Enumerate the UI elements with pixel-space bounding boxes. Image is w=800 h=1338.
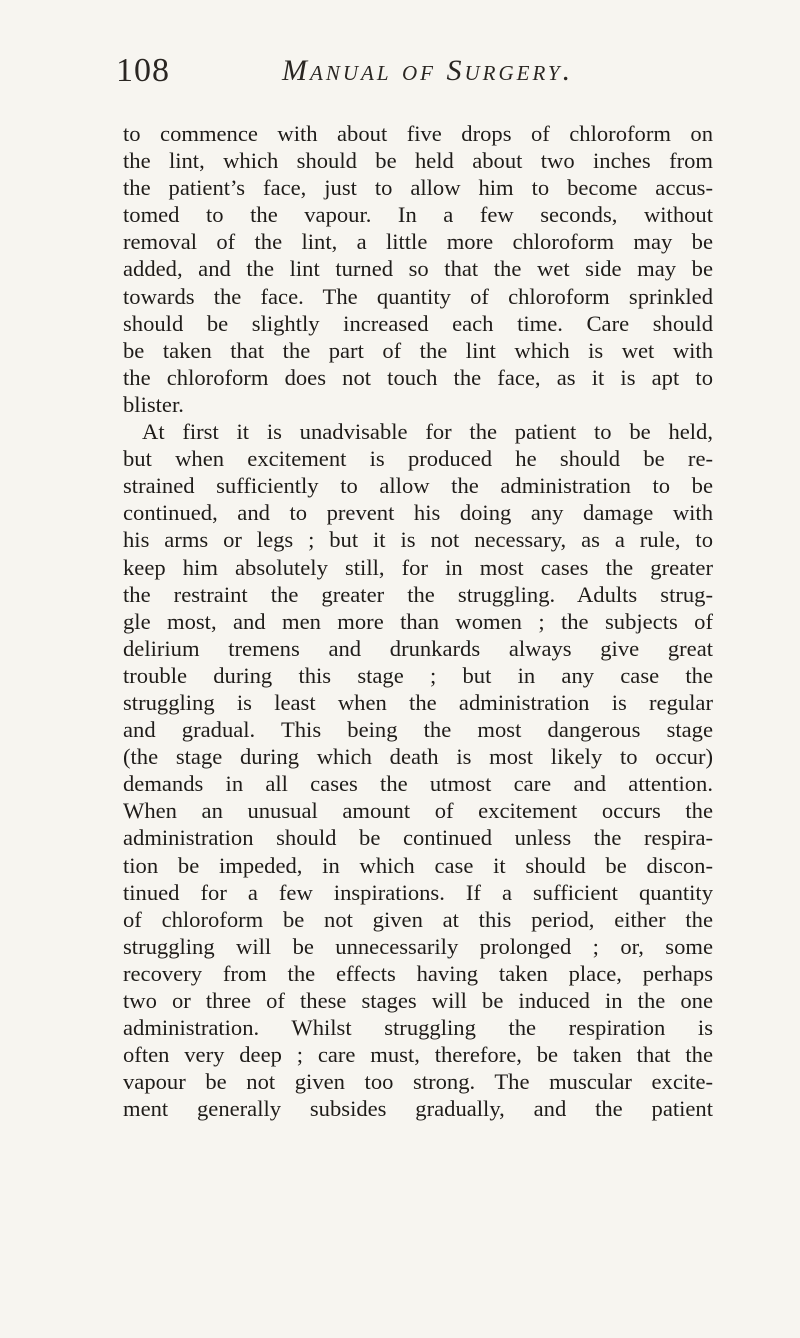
text-line: the lint, which should be held about two inches from bbox=[123, 148, 713, 174]
text-line: At first it is unadvisable for the patient to be held, bbox=[142, 419, 713, 445]
text-line: and gradual. This being the most dangerous stage bbox=[123, 717, 713, 743]
text-line: recovery from the effects having taken place, perhaps bbox=[123, 960, 713, 986]
text-line: be taken that the part of the lint which is wet with bbox=[123, 337, 713, 363]
text-line: often very deep ; care must, therefore, be taken that the bbox=[123, 1042, 713, 1068]
text-line: removal of the lint, a little more chloroform may be bbox=[123, 229, 713, 255]
running-title: Manual of Surgery. bbox=[282, 54, 574, 87]
text-line: two or three of these stages will be induced in the one bbox=[123, 988, 713, 1013]
text-line: but when excitement is produced he should be re- bbox=[123, 446, 713, 472]
text-line: vapour be not given too strong. The muscular excite- bbox=[123, 1069, 713, 1095]
text-line: tomed to the vapour. In a few seconds, without bbox=[123, 202, 713, 228]
text-line: tinued for a few inspirations. If a sufficient quantity bbox=[123, 879, 713, 905]
text-line: administration. Whilst struggling the respiration is bbox=[123, 1015, 713, 1041]
text-line: (the stage during which death is most likely to occur) bbox=[123, 744, 713, 770]
text-line: his arms or legs ; but it is not necessary, as a rule, to bbox=[123, 527, 713, 553]
text-line: administration should be continued unless the respira- bbox=[123, 825, 713, 851]
text-line: tion be impeded, in which case it should be discon- bbox=[123, 852, 713, 878]
text-line: the restraint the greater the struggling. Adults strug- bbox=[123, 581, 713, 607]
text-line: added, and the lint turned so that the wet side may be bbox=[123, 256, 713, 282]
text-line: When an unusual amount of excitement occurs the bbox=[123, 798, 713, 824]
text-line: the patient’s face, just to allow him to become accus- bbox=[123, 175, 713, 201]
text-line: gle most, and men more than women ; the subjects of bbox=[123, 608, 713, 634]
text-line: towards the face. The quantity of chloroform sprinkled bbox=[123, 283, 713, 309]
text-line: trouble during this stage ; but in any case the bbox=[123, 662, 713, 688]
text-line: delirium tremens and drunkards always give great bbox=[123, 635, 713, 661]
body-text bbox=[123, 120, 713, 1122]
text-line: should be slightly increased each time. Care should bbox=[123, 310, 713, 336]
text-line: demands in all cases the utmost care and attention. bbox=[123, 771, 713, 797]
text-line: the chloroform does not touch the face, as it is apt to bbox=[123, 364, 713, 390]
text-line: struggling will be unnecessarily prolonged ; or, some bbox=[123, 933, 713, 959]
text-line: of chloroform be not given at this period, either the bbox=[123, 906, 713, 932]
text-line: keep him absolutely still, for in most cases the greater bbox=[123, 554, 713, 580]
running-head bbox=[0, 52, 800, 92]
text-line: to commence with about five drops of chloroform on bbox=[123, 121, 713, 146]
text-line: ment generally subsides gradually, and the patient bbox=[123, 1096, 713, 1122]
text-line: struggling is least when the administration is regular bbox=[123, 689, 713, 715]
text-line: blister. bbox=[123, 391, 184, 417]
text-line: continued, and to prevent his doing any damage with bbox=[123, 500, 713, 526]
text-line: strained sufficiently to allow the administration to be bbox=[123, 473, 713, 499]
page-number: 108 bbox=[116, 52, 170, 89]
